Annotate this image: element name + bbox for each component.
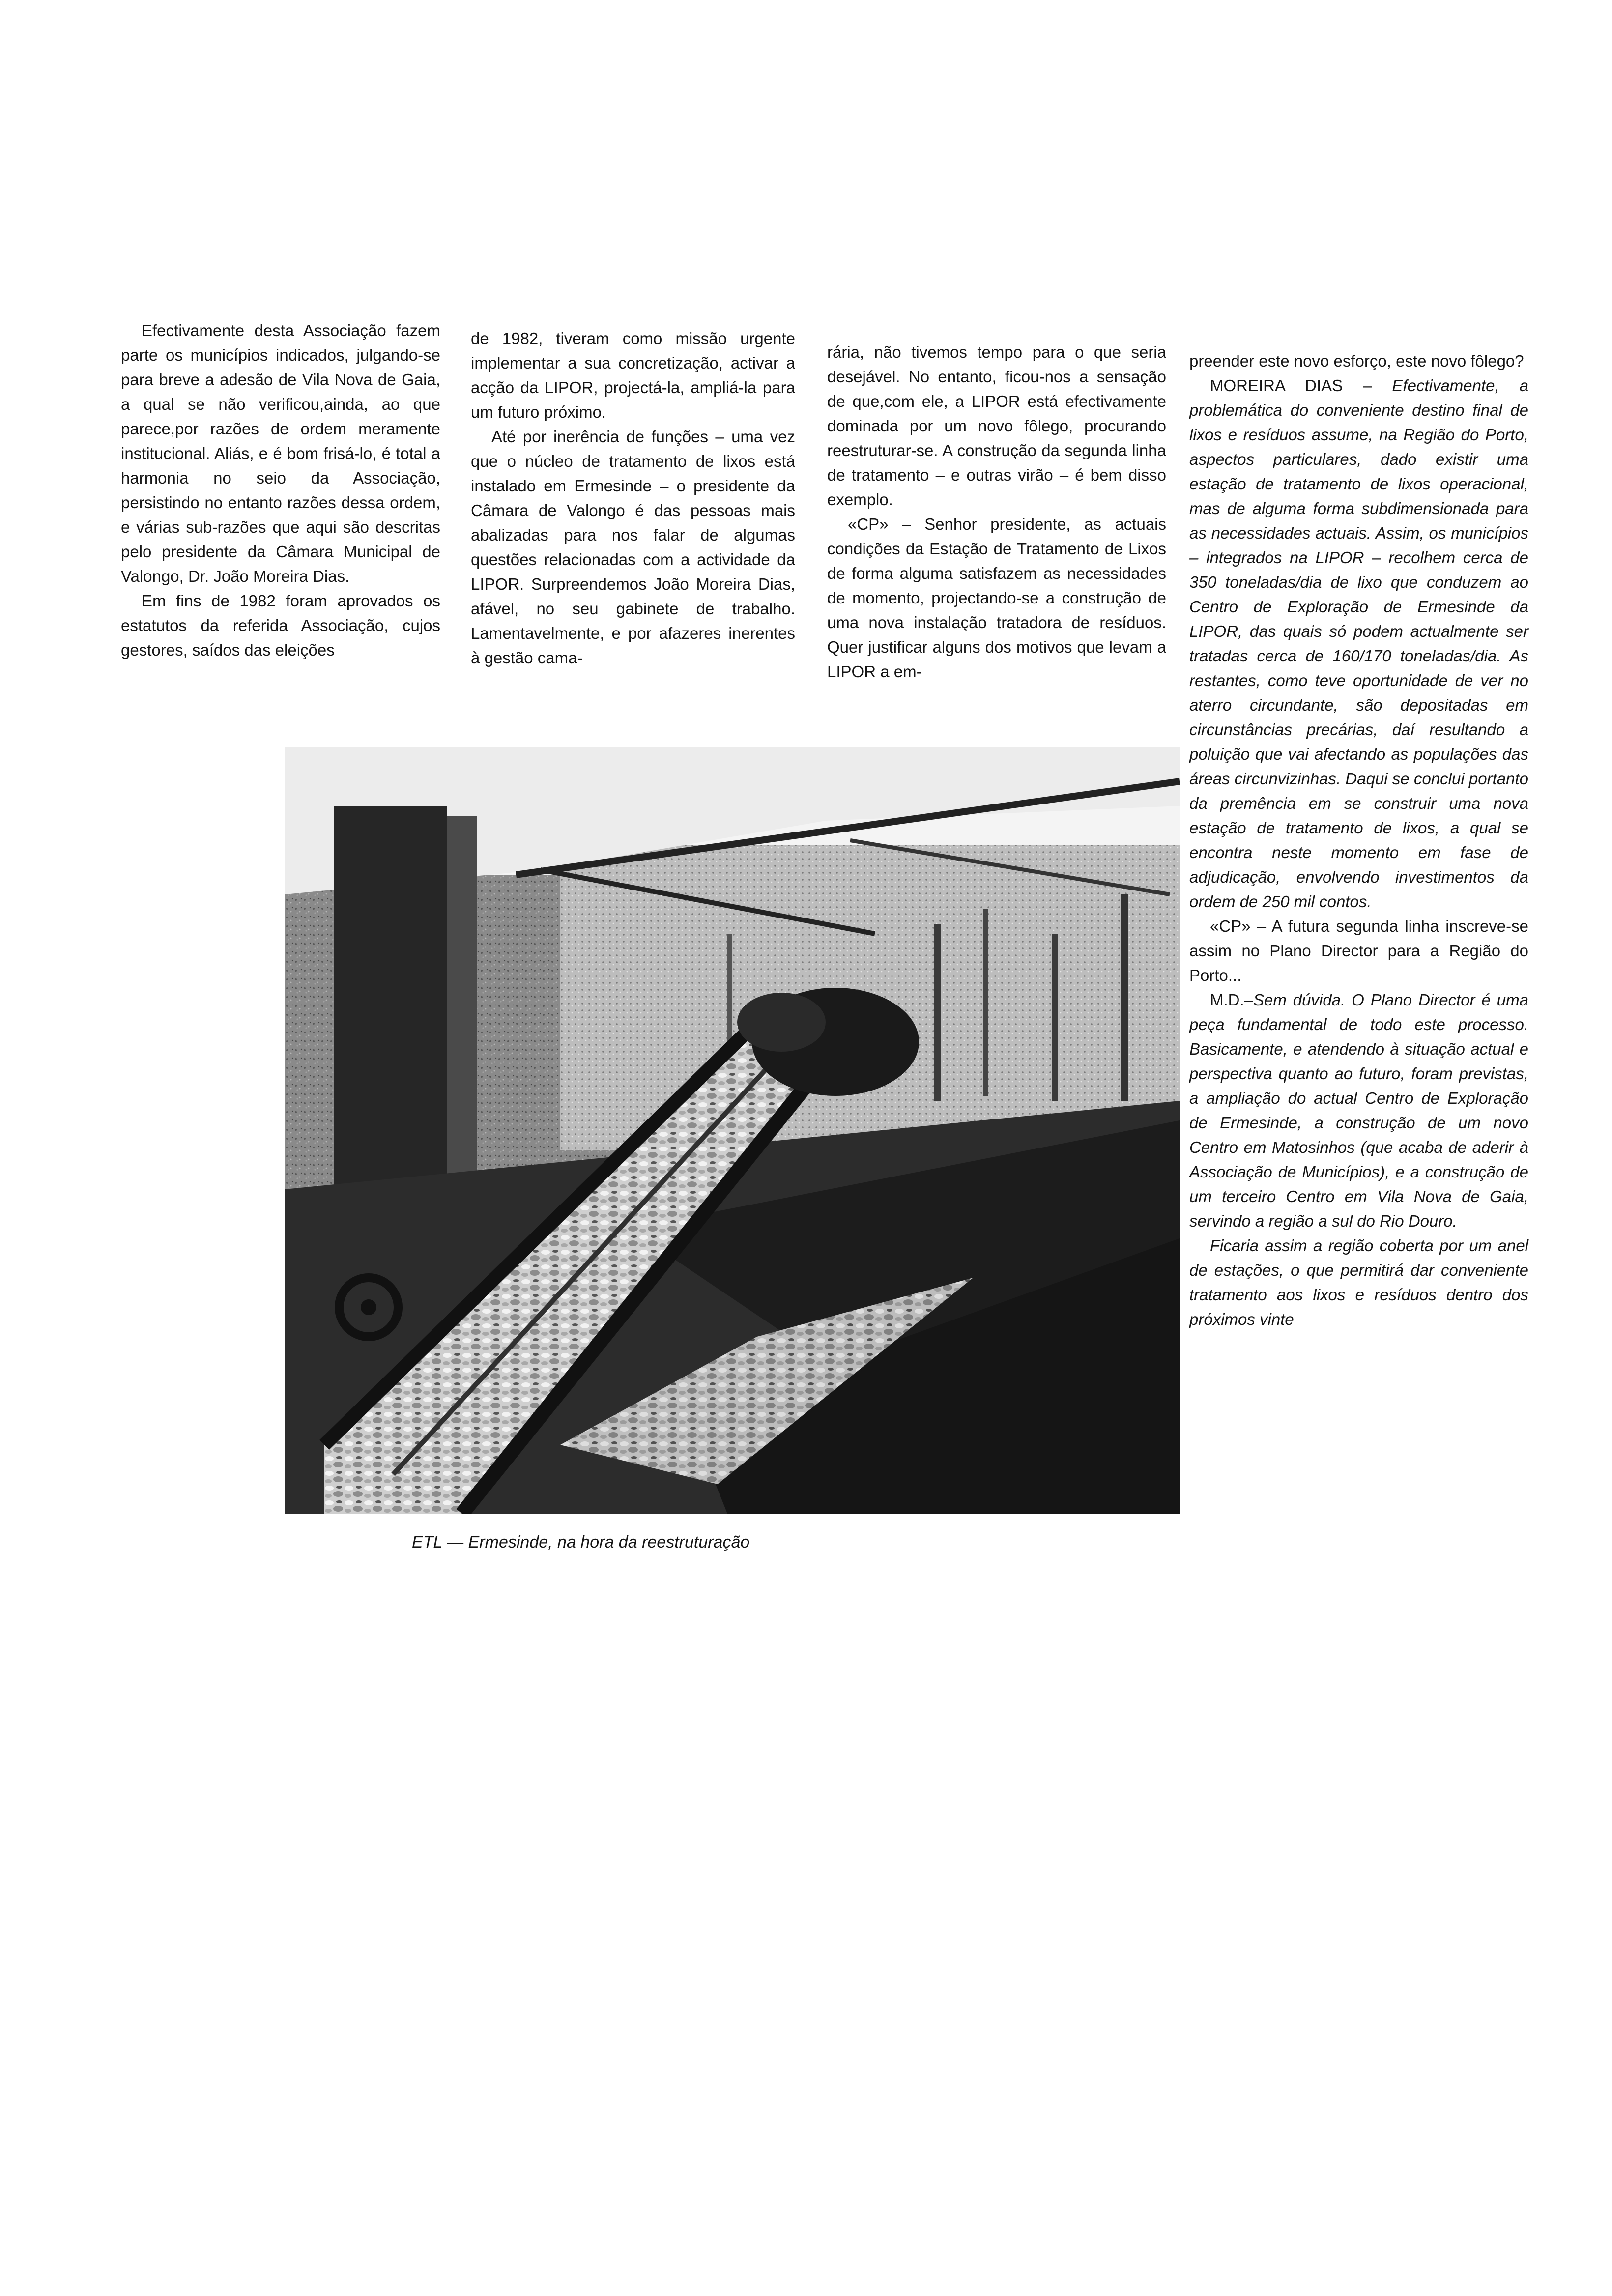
answer-text: Sem dúvida. O Plano Director é uma peça fundamental de todo este processo. Basicamente, e atendendo à situação actual e perspectiva quanto ao futuro, foram previstas, a ampliação do actual Centro de Exploração de Ermesinde, a construção de um novo Centro em Matosinhos (que acaba de aderir à Associação de Municípios), e a construção de um terceiro Centro em Vila Nova de Gaia, servindo a região a sul do Rio Douro. [1189, 991, 1528, 1230]
conveyor-belt-photo [285, 747, 1180, 1514]
paragraph: de 1982, tiveram como missão urgente implementar a sua concretização, activar a acção da LIPOR, projectá-la, ampliá-la para um futuro próximo. [471, 329, 795, 421]
interview-question: «CP» – A futura segunda linha inscreve-se assim no Plano Director para a Região do Porto... [1189, 917, 1528, 984]
article-column-2 [471, 326, 795, 670]
paragraph: rária, não tivemos tempo para o que seria desejável. No entanto, ficou-nos a sensação de que,com ele, a LIPOR está efectivamente dominada por um novo fôlego, procurando reestruturar-se. A construção da segunda linha de tratamento – e outras virão – é bem disso exemplo. [827, 343, 1166, 509]
interview-answer [1189, 988, 1528, 1234]
article-column-1 [121, 318, 440, 662]
answer-text: Efectivamente, a problemática do conveniente destino final de lixos e resíduos assume, na Região do Porto, aspectos particulares, dado existir uma estação de tratamento de lixos operacional, mas de alguma forma subdimensionada para as necessidades actuais. Assim, os municípios – integrados na LIPOR – recolhem cerca de 350 toneladas/dia de lixo que conduzem ao Centro de Exploração de Ermesinde da LIPOR, das quais só podem actualmente ser tratadas cerca de 160/170 toneladas/dia. As restantes, como teve oportunidade de ver no aterro circundante, são depositadas em circunstâncias precárias, daí resultando a poluição que vai afectando as populações das áreas circunvizinhas. Daqui se conclui portanto da premência em se construir uma nova estação de tratamento de lixos, a qual se encontra neste momento em fase de adjudicação, envolvendo investimentos da ordem de 250 mil contos. [1189, 376, 1528, 911]
paragraph: preender este novo esforço, este novo fôlego? [1189, 352, 1524, 370]
paragraph: Ficaria assim a região coberta por um anel de estações, o que permitirá dar conveniente tratamento aos lixos e resíduos dentro dos próximos vinte [1189, 1236, 1528, 1328]
paragraph: Até por inerência de funções – uma vez que o núcleo de tratamento de lixos está instalado em Ermesinde – o presidente da Câmara de Valongo é das pessoas mais abalizadas para nos falar de algumas questões relacionadas com a actividade da LIPOR. Surpreendemos João Moreira Dias, afável, no seu gabinete de trabalho. Lamentavelmente, e por afazeres inerentes à gestão cama- [471, 428, 795, 667]
speaker-name: MOREIRA DIAS – [1210, 376, 1392, 395]
paragraph: Em fins de 1982 foram aprovados os estatutos da referida Associação, cujos gestores, saídos das eleições [121, 592, 440, 659]
news-photo [285, 747, 1180, 1514]
speaker-name: M.D.– [1210, 991, 1254, 1009]
paragraph: Efectivamente desta Associação fazem parte os municípios indicados, julgando-se para breve a adesão de Vila Nova de Gaia, a qual se não verificou,ainda, ao que parece,por razões de ordem meramente institucional. Aliás, e é bom frisá-lo, é total a harmonia no seio da Associação, persistindo no entanto razões dessa ordem, e várias sub-razões que aqui são descritas pelo presidente da Câmara Municipal de Valongo, Dr. João Moreira Dias. [121, 321, 440, 585]
photo-caption: ETL — Ermesinde, na hora da reestruturação [412, 1533, 750, 1551]
interview-question: «CP» – Senhor presidente, as actuais condições da Estação de Tratamento de Lixos de forma alguma satisfazem as necessidades de momento, projectando-se a construção de uma nova instalação tratadora de resíduos. Quer justificar alguns dos motivos que levam a LIPOR a em- [827, 515, 1166, 681]
article-column-3 [827, 340, 1166, 684]
interview-answer [1189, 373, 1528, 914]
article-column-4 [1189, 349, 1528, 1332]
